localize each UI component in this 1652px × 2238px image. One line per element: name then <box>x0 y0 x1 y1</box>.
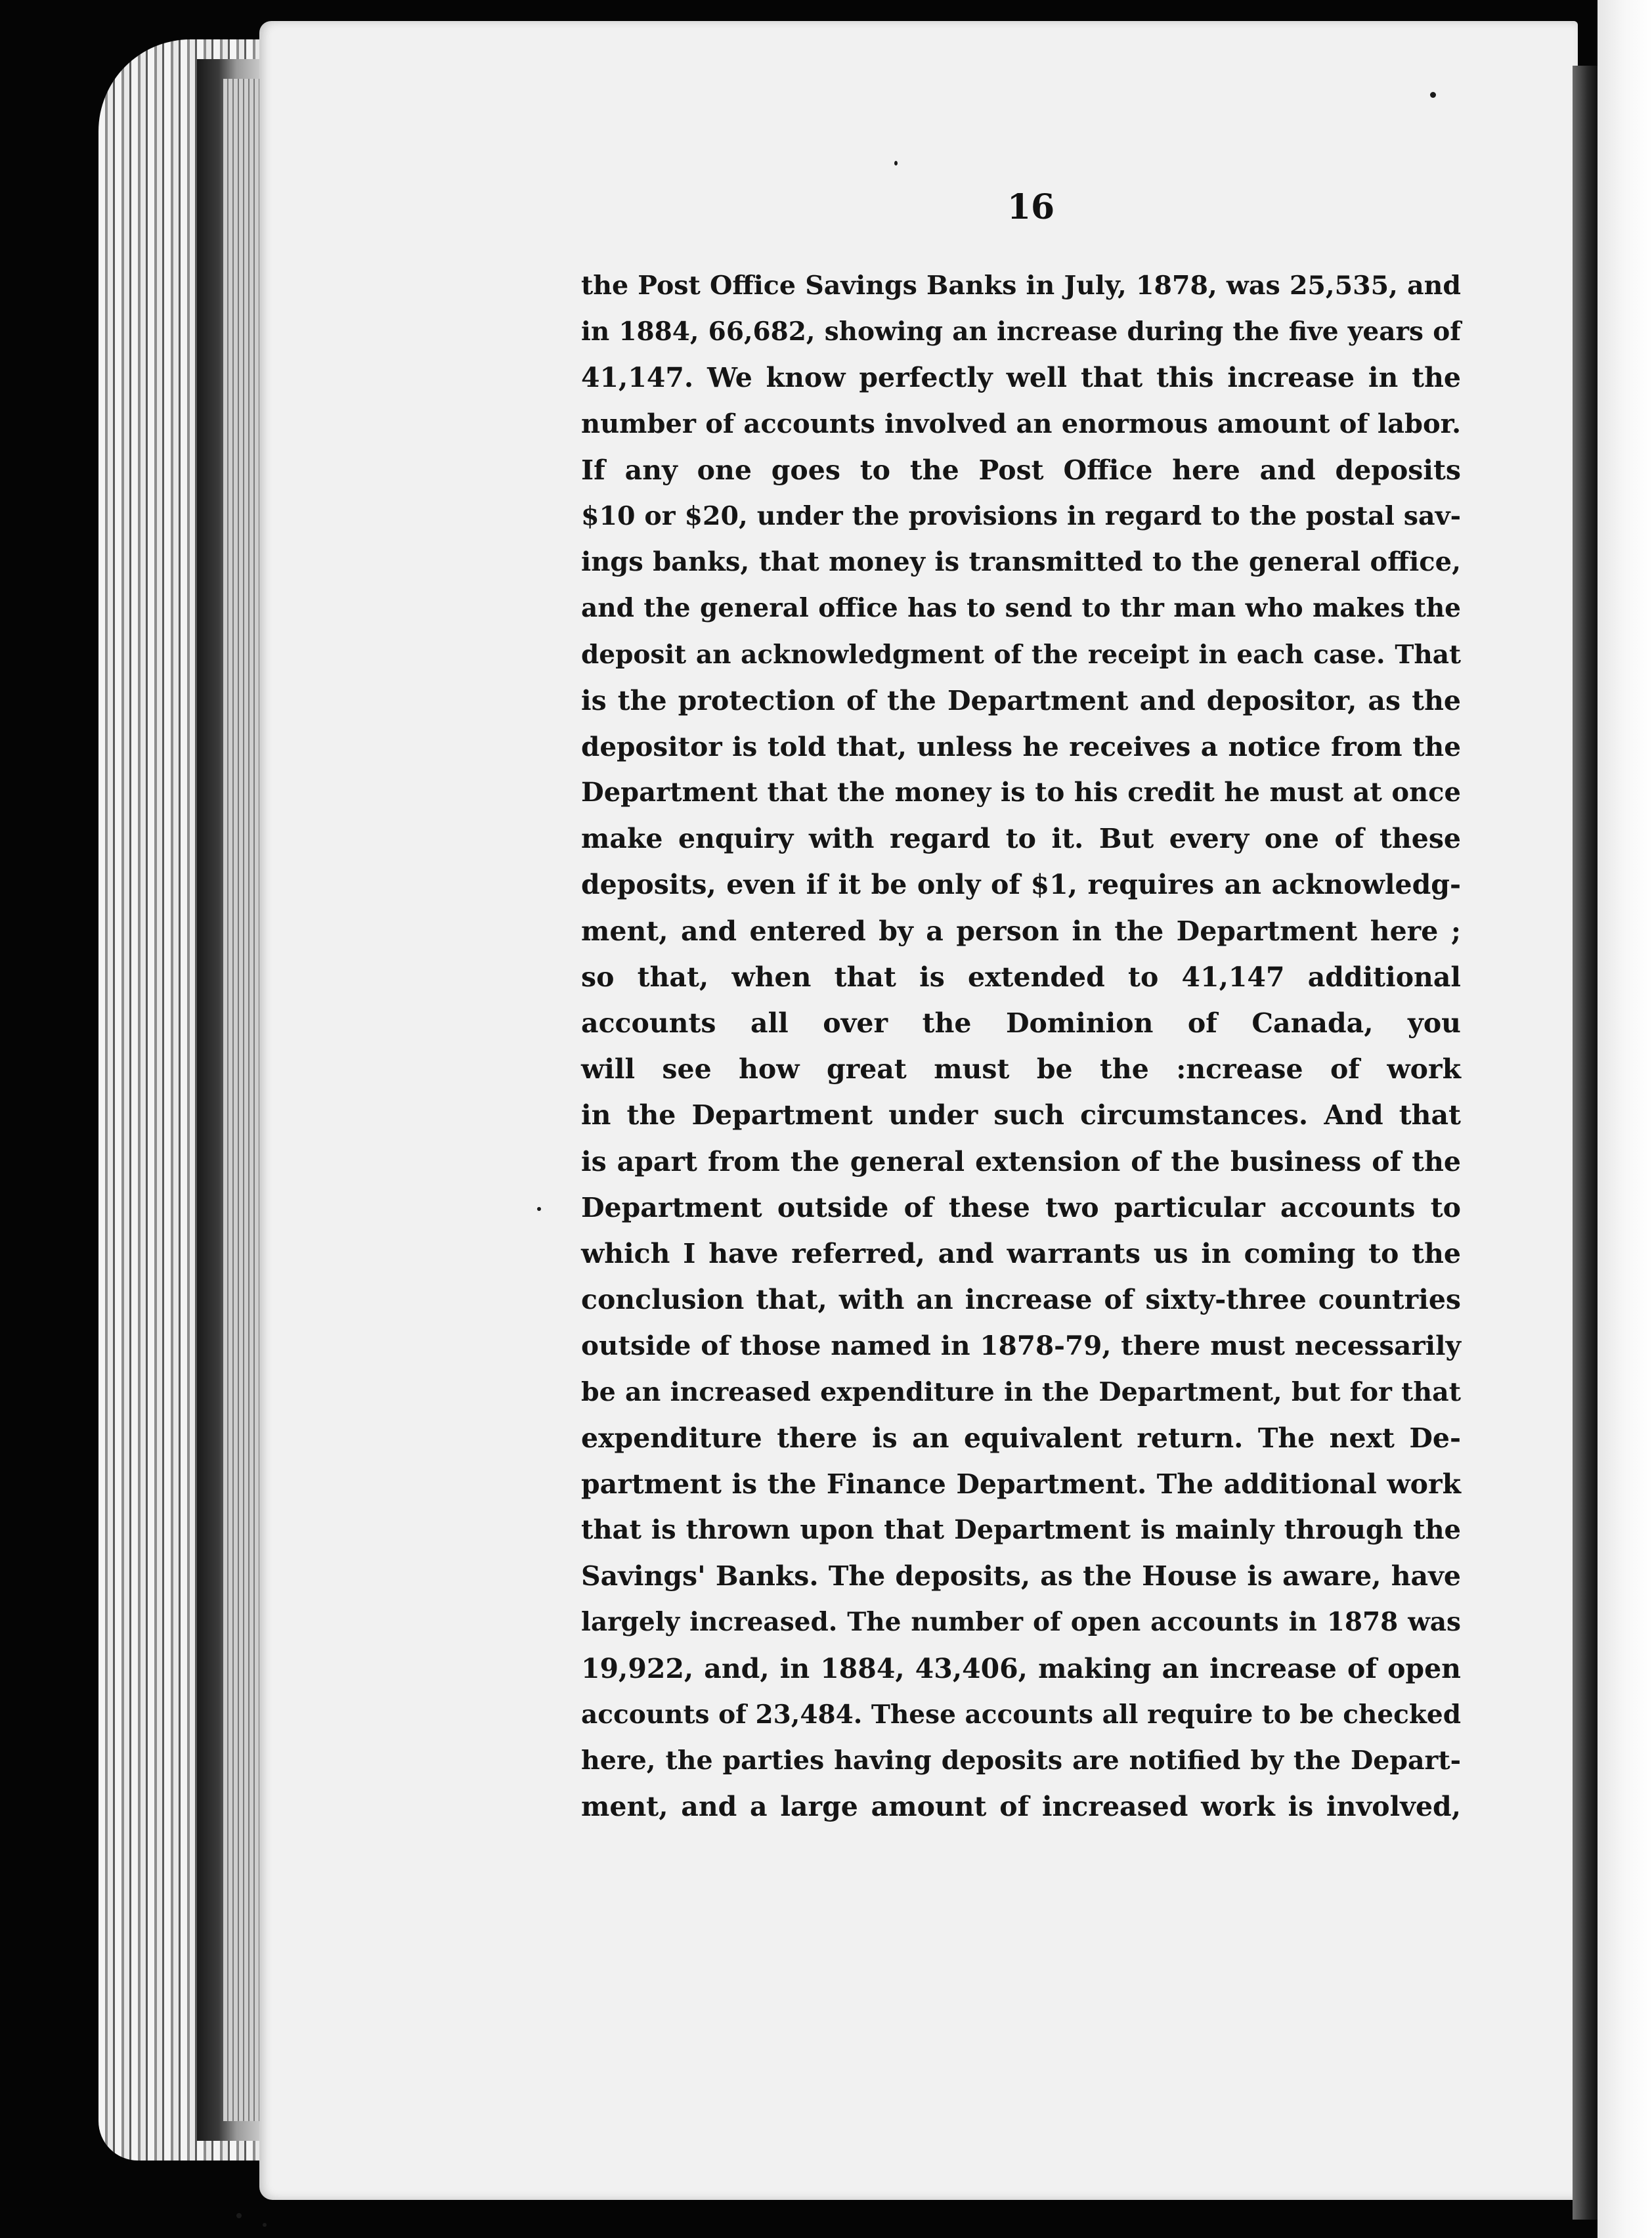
text-line: ings banks, that money is transmitted to the general office, <box>581 546 1461 578</box>
text-line: that is thrown upon that Department is mainly through the <box>581 1514 1461 1546</box>
facing-page-edge <box>1598 0 1652 2238</box>
text-line: $10 or $20, under the provisions in regard to the postal sav- <box>581 500 1461 531</box>
text-line: expenditure there is an equivalent return. The next De- <box>581 1422 1461 1454</box>
text-line: 19,922, and, in 1884, 43,406, making an increase of open <box>581 1652 1461 1684</box>
text-line: the Post Office Savings Banks in July, 1878, was 25,535, and <box>581 271 1461 301</box>
text-line: If any one goes to the Post Office here and deposits <box>581 454 1461 486</box>
text-line: and the general office has to send to thr man who makes the <box>581 593 1461 624</box>
text-line: Savings' Banks. The deposits, as the House is aware, have <box>581 1560 1461 1592</box>
text-line: accounts all over the Dominion of Canada, you <box>581 1007 1461 1039</box>
text-line: depositor is told that, unless he receives a notice from the <box>581 730 1461 762</box>
text-line: largely increased. The number of open accounts in 1878 was <box>581 1607 1461 1638</box>
text-line: so that, when that is extended to 41,147 additional <box>581 961 1461 993</box>
text-line: here, the parties having deposits are notified by the Depart- <box>581 1745 1461 1776</box>
text-line: accounts of 23,484. These accounts all require to be checked <box>581 1699 1461 1730</box>
text-line: in the Department under such circumstances. And that <box>581 1099 1461 1131</box>
text-line: ment, and entered by a person in the Department here ; <box>581 915 1461 947</box>
text-line: outside of those named in 1878-79, there must necessarily <box>581 1330 1461 1362</box>
text-line: deposits, even if it be only of $1, requires an acknowledg- <box>581 869 1461 901</box>
text-line: deposit an acknowledgment of the receipt in each case. That <box>581 639 1461 670</box>
book-edge-inner <box>223 79 263 2121</box>
page-number: 16 <box>1007 187 1055 227</box>
text-line: is the protection of the Department and depositor, as the <box>581 684 1461 716</box>
text-line: make enquiry with regard to it. But every one of these <box>581 823 1461 855</box>
text-line: Department that the money is to his credit he must at once <box>581 777 1461 808</box>
text-line: number of accounts involved an enormous amount of labor. <box>581 408 1461 439</box>
text-line: which I have referred, and warrants us in coming to the <box>581 1237 1461 1269</box>
text-line: 41,147. We know perfectly well that this increase in the <box>581 362 1461 394</box>
text-line: Department outside of these two particular accounts to <box>581 1191 1461 1223</box>
text-line: conclusion that, with an increase of sixty-three countries <box>581 1284 1461 1316</box>
text-line: in 1884, 66,682, showing an increase during the five years of <box>581 317 1461 347</box>
text-line: will see how great must be the :ncrease of work <box>581 1053 1461 1086</box>
text-line: ment, and a large amount of increased work is involved, <box>581 1791 1461 1823</box>
text-line: be an increased expenditure in the Department, but for that <box>581 1376 1461 1407</box>
body-text <box>581 263 1461 1830</box>
binding-gutter <box>1573 66 1598 2220</box>
text-line: partment is the Finance Department. The additional work <box>581 1468 1461 1500</box>
text-line: is apart from the general extension of the business of the <box>581 1145 1461 1177</box>
